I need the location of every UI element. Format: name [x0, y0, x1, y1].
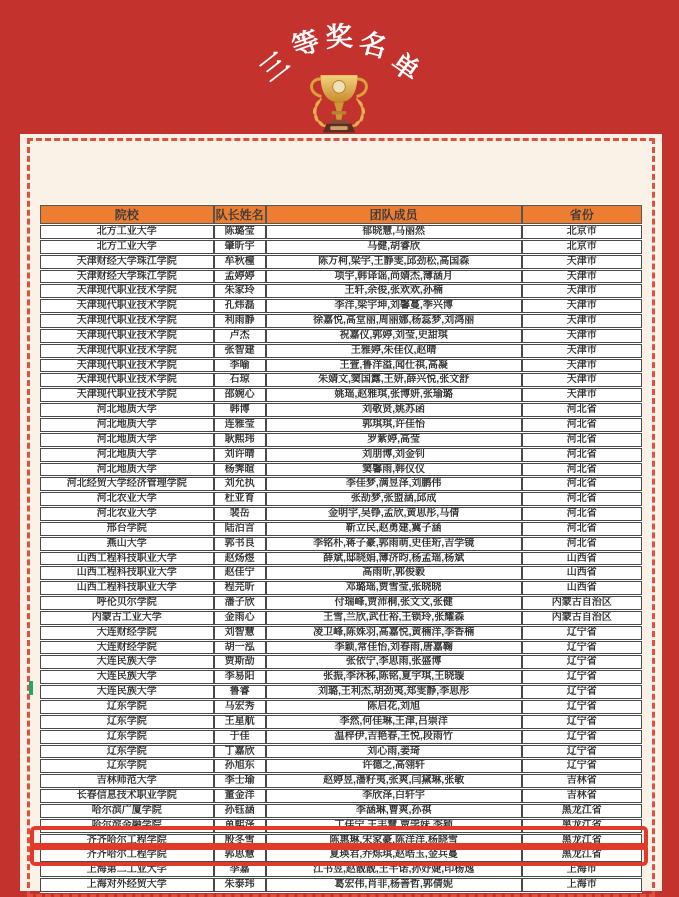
cell-leader: 石琼: [214, 373, 266, 387]
cell-school: 上海对外经贸大学: [40, 878, 214, 892]
table-row: [40, 552, 642, 566]
cell-school: 天津财经大学珠江学院: [40, 270, 214, 284]
cell-members: 李洋,梁宇坤,刘馨蔓,季兴博: [266, 299, 522, 313]
cell-leader: 程芫昕: [214, 581, 266, 595]
cell-province: 河北省: [522, 537, 642, 551]
cell-leader: 裴岳: [214, 507, 266, 521]
cell-leader: 刘智慧: [214, 626, 266, 640]
cell-members: 薛斌,邸晓娟,薄济昀,杨孟瑶,杨斌: [266, 552, 522, 566]
cell-members: 罗紫婷,高莹: [266, 433, 522, 447]
cell-members: 王轩,余俊,张欢欢,孙楠: [266, 284, 522, 298]
cell-members: 李铭朴,蒋子豪,郭雨萌,史佳珩,吉学镜: [266, 537, 522, 551]
cell-leader: 金雨心: [214, 611, 266, 625]
cell-school: 河北地质大学: [40, 418, 214, 432]
table-row: [40, 329, 642, 343]
cell-province: 内蒙古自治区: [522, 611, 642, 625]
cell-members: 靳立民,赵勇建,冀子涵: [266, 522, 522, 536]
cell-leader: 孙旭东: [214, 759, 266, 773]
cell-province: 天津市: [522, 314, 642, 328]
cell-school: 河北地质大学: [40, 433, 214, 447]
cell-school: 上海第二工业大学: [40, 863, 214, 877]
cell-leader: 李士瑜: [214, 774, 266, 788]
cell-school: 大连民族大学: [40, 655, 214, 669]
cell-school: 哈尔滨广厦学院: [40, 804, 214, 818]
cell-leader: 单熙泽: [214, 819, 266, 833]
cell-school: 长春信息技术职业学院: [40, 789, 214, 803]
column-header-province: 省份: [522, 205, 642, 224]
table-row: [40, 566, 642, 580]
table-row: [40, 344, 642, 358]
table-row: [40, 655, 642, 669]
cell-school: 天津现代职业技术学院: [40, 314, 214, 328]
cell-leader: 张智建: [214, 344, 266, 358]
cell-members: 许德之,高翎轩: [266, 759, 522, 773]
cell-province: 黑龙江省: [522, 834, 642, 848]
table-row: [40, 789, 642, 803]
cell-leader: 赵炀煜: [214, 552, 266, 566]
cell-members: 马健,胡睿欣: [266, 240, 522, 254]
cell-leader: 王星航: [214, 715, 266, 729]
cell-leader: 孙钰涵: [214, 804, 266, 818]
cell-school: 河北经贸大学经济管理学院: [40, 477, 214, 491]
cell-province: 辽宁省: [522, 685, 642, 699]
cell-province: 河北省: [522, 477, 642, 491]
cell-province: 北京市: [522, 225, 642, 239]
cell-province: 山西省: [522, 566, 642, 580]
table-row: [40, 359, 642, 373]
cell-school: 天津现代职业技术学院: [40, 329, 214, 343]
table-row: [40, 834, 642, 848]
cell-school: 北方工业大学: [40, 225, 214, 239]
cell-members: 郭琪琪,许佳怡: [266, 418, 522, 432]
cell-province: 河北省: [522, 492, 642, 506]
table-row: [40, 270, 642, 284]
cell-leader: 利雨静: [214, 314, 266, 328]
table-row: [40, 596, 642, 610]
cell-school: 辽东学院: [40, 700, 214, 714]
cell-leader: 董金洋: [214, 789, 266, 803]
title-char: 三: [254, 46, 295, 88]
table-row: [40, 373, 642, 387]
cell-leader: 耿熙玮: [214, 433, 266, 447]
cell-leader: 鲁睿: [214, 685, 266, 699]
cell-school: 天津现代职业技术学院: [40, 299, 214, 313]
cell-school: 辽东学院: [40, 745, 214, 759]
cell-province: 辽宁省: [522, 759, 642, 773]
cell-province: 黑龙江省: [522, 819, 642, 833]
cell-province: 天津市: [522, 373, 642, 387]
table-row: [40, 418, 642, 432]
cell-members: 丁佳宁,王丰慧,贾孛妹,李颖: [266, 819, 522, 833]
cell-province: 天津市: [522, 344, 642, 358]
cell-members: 刘敬贤,姚苏函: [266, 403, 522, 417]
cell-province: 吉林省: [522, 789, 642, 803]
table-row: [40, 522, 642, 536]
cell-province: 内蒙古自治区: [522, 596, 642, 610]
cell-school: 呼伦贝尔学院: [40, 596, 214, 610]
cell-province: 辽宁省: [522, 641, 642, 655]
cell-province: 河北省: [522, 403, 642, 417]
table-row: [40, 863, 642, 877]
cell-members: 夏瑛君,乔烁琪,赵晧玉,金兵蔓: [266, 848, 522, 862]
table-row: [40, 537, 642, 551]
cell-members: 姚瑶,赵雅琪,张博妍,张瑜璐: [266, 388, 522, 402]
cell-school: 北方工业大学: [40, 240, 214, 254]
cell-province: 河北省: [522, 418, 642, 432]
cell-members: 李涵琳,曹爽,孙祺: [266, 804, 522, 818]
cell-members: 邓璐瑶,贾雪莹,张晓晓: [266, 581, 522, 595]
green-selection-mark: [29, 681, 33, 695]
cell-members: 李颖,常佳怡,刘春雨,唐嘉鞠: [266, 641, 522, 655]
cell-leader: 杨霁暄: [214, 463, 266, 477]
cell-province: 河北省: [522, 507, 642, 521]
cell-province: 黑龙江省: [522, 848, 642, 862]
cell-leader: 邵婉心: [214, 388, 266, 402]
table-row: [40, 611, 642, 625]
cell-province: 天津市: [522, 255, 642, 269]
table-row: [40, 255, 642, 269]
table-row: [40, 433, 642, 447]
table-row: [40, 878, 642, 892]
cell-school: 河北地质大学: [40, 463, 214, 477]
cell-members: 祝嘉仪,郭婷,刘莹,史甜琪: [266, 329, 522, 343]
table-row: [40, 641, 642, 655]
cell-school: 天津财经大学珠江学院: [40, 255, 214, 269]
cell-leader: 朱泰玮: [214, 878, 266, 892]
cell-leader: 马宏秀: [214, 700, 266, 714]
cell-members: 郁晓慧,马丽然: [266, 225, 522, 239]
cell-school: 燕山大学: [40, 537, 214, 551]
cell-province: 辽宁省: [522, 626, 642, 640]
cell-school: 山西工程科技职业大学: [40, 581, 214, 595]
cell-leader: 李易阳: [214, 670, 266, 684]
column-header-leader: 队长姓名: [214, 205, 266, 224]
cell-members: 王雪,兰欣,武仕裕,王锁玲,张耀森: [266, 611, 522, 625]
cell-school: 天津现代职业技术学院: [40, 344, 214, 358]
cell-school: 辽东学院: [40, 730, 214, 744]
cell-province: 河北省: [522, 522, 642, 536]
cell-members: 张劼梦,张盟涵,邱成: [266, 492, 522, 506]
cell-school: 邢台学院: [40, 522, 214, 536]
cell-leader: 肇昕宇: [214, 240, 266, 254]
cell-school: 河北地质大学: [40, 403, 214, 417]
cell-members: 项宇,韩译谣,尚婧杰,薄涵月: [266, 270, 522, 284]
cell-members: 葛宏伟,肖非,杨善哲,郭倩妮: [266, 878, 522, 892]
table-row: [40, 730, 642, 744]
cell-school: 大连民族大学: [40, 685, 214, 699]
cell-members: 刘心雨,姜琦: [266, 745, 522, 759]
cell-province: 天津市: [522, 270, 642, 284]
cell-members: 朱婧文,窦国露,王妍,薛兴悦,张文舒: [266, 373, 522, 387]
cell-school: 大连财经学院: [40, 626, 214, 640]
cell-province: 上海市: [522, 878, 642, 892]
cell-province: 天津市: [522, 299, 642, 313]
cell-province: 辽宁省: [522, 745, 642, 759]
cell-province: 辽宁省: [522, 670, 642, 684]
cell-province: 黑龙江省: [522, 804, 642, 818]
cell-province: 北京市: [522, 240, 642, 254]
cell-province: 辽宁省: [522, 715, 642, 729]
table-row: [40, 492, 642, 506]
cell-members: 李然,何佳琳,王津,吕崇洋: [266, 715, 522, 729]
cell-school: 山西工程科技职业大学: [40, 566, 214, 580]
cell-school: 河北农业大学: [40, 492, 214, 506]
table-row: [40, 759, 642, 773]
cell-leader: 朱家玲: [214, 284, 266, 298]
cell-leader: 孟婷婷: [214, 270, 266, 284]
cell-members: 江书昱,赵靓靓,王芊诺,孙妤婕,印杨逸: [266, 863, 522, 877]
cell-province: 山西省: [522, 581, 642, 595]
cell-members: 赵婷昱,潘籽夷,张爽,闫黛琳,张敏: [266, 774, 522, 788]
table-row: [40, 403, 642, 417]
table-row: [40, 670, 642, 684]
cell-province: 天津市: [522, 329, 642, 343]
cell-province: 山西省: [522, 552, 642, 566]
title-char: 奖: [324, 21, 354, 53]
cell-school: 辽东学院: [40, 715, 214, 729]
cell-leader: 赵佳宁: [214, 566, 266, 580]
cell-province: 河北省: [522, 463, 642, 477]
cell-leader: 连雅莹: [214, 418, 266, 432]
cell-members: 付瑞峰,贾沛桐,张文文,张健: [266, 596, 522, 610]
cell-province: 天津市: [522, 284, 642, 298]
table-row: [40, 774, 642, 788]
cell-leader: 李喻: [214, 359, 266, 373]
table-row: [40, 225, 642, 239]
cell-leader: 于佳: [214, 730, 266, 744]
table-row: [40, 284, 642, 298]
cell-members: 陈启花,刘旭: [266, 700, 522, 714]
cell-school: 辽东学院: [40, 759, 214, 773]
trophy-icon: [305, 72, 373, 155]
cell-members: 温梓伊,吉艳春,王悦,段雨竹: [266, 730, 522, 744]
table-row: [40, 804, 642, 818]
cell-province: 吉林省: [522, 774, 642, 788]
table-row: [40, 848, 642, 862]
cell-school: 内蒙古工业大学: [40, 611, 214, 625]
table-row: [40, 463, 642, 477]
cell-leader: 殷冬雪: [214, 834, 266, 848]
cell-members: 陈万柯,梁宇,王静雯,邱劲松,高国森: [266, 255, 522, 269]
cell-province: 天津市: [522, 359, 642, 373]
cell-province: 辽宁省: [522, 730, 642, 744]
cell-members: 金明宇,吴铮,孟欣,黄思彤,马倩: [266, 507, 522, 521]
table-row: [40, 715, 642, 729]
cell-province: 上海市: [522, 863, 642, 877]
cell-school: 哈尔滨金融学院: [40, 819, 214, 833]
cell-leader: 郭思慧: [214, 848, 266, 862]
cell-school: 河北农业大学: [40, 507, 214, 521]
cell-leader: 刘允执: [214, 477, 266, 491]
cell-school: 大连财经学院: [40, 641, 214, 655]
column-header-members: 团队成员: [266, 205, 522, 224]
cell-leader: 郭书良: [214, 537, 266, 551]
cell-school: 齐齐哈尔工程学院: [40, 834, 214, 848]
cell-province: 辽宁省: [522, 655, 642, 669]
table-row: [40, 745, 642, 759]
cell-leader: 陈璐莹: [214, 225, 266, 239]
cell-members: 徐嘉悦,高堂丽,周丽娜,杨蕊梦,刘鸿丽: [266, 314, 522, 328]
cell-members: 李佳梦,满昱泽,刘鹏伟: [266, 477, 522, 491]
table-row: [40, 507, 642, 521]
table-row: [40, 581, 642, 595]
cell-leader: 杜亚育: [214, 492, 266, 506]
cell-leader: 丁嘉欣: [214, 745, 266, 759]
cell-leader: 牟秋橦: [214, 255, 266, 269]
cell-school: 天津现代职业技术学院: [40, 373, 214, 387]
cell-school: 吉林师范大学: [40, 774, 214, 788]
table-body: [40, 225, 642, 892]
cell-members: 张振,李沐秭,陈铭,夏宇琪,王晓璇: [266, 670, 522, 684]
table-row: [40, 477, 642, 491]
table-header-row: [40, 205, 642, 224]
award-table: [40, 204, 642, 893]
cell-leader: 胡一泓: [214, 641, 266, 655]
cell-members: 窦馨雨,韩仪仪: [266, 463, 522, 477]
column-header-school: 院校: [40, 205, 214, 224]
table-row: [40, 626, 642, 640]
cell-school: 山西工程科技职业大学: [40, 552, 214, 566]
cell-members: 王雅婷,朱佳仪,赵晴: [266, 344, 522, 358]
cell-province: 河北省: [522, 448, 642, 462]
cell-members: 凌卫峰,陈姝羽,高嘉悦,黄楠洋,李香楠: [266, 626, 522, 640]
cell-leader: 陆泊言: [214, 522, 266, 536]
cell-province: 河北省: [522, 433, 642, 447]
cell-leader: 刘许晴: [214, 448, 266, 462]
cell-school: 天津现代职业技术学院: [40, 359, 214, 373]
table-row: [40, 685, 642, 699]
table-row: [40, 700, 642, 714]
cell-school: 大连民族大学: [40, 670, 214, 684]
cell-members: 陈惠琳,宋家豪,陈洋洋,杨晓雪: [266, 834, 522, 848]
table-row: [40, 448, 642, 462]
table-row: [40, 314, 642, 328]
cell-school: 齐齐哈尔工程学院: [40, 848, 214, 862]
title-char: 名: [356, 27, 391, 63]
cell-province: 辽宁省: [522, 700, 642, 714]
cell-members: 刘朋博,刘金钊: [266, 448, 522, 462]
cell-members: 王萱,鲁洋溢,闻仕祺,高凝: [266, 359, 522, 373]
cell-leader: 李嘉: [214, 863, 266, 877]
cell-members: 李欣泽,白轩宇: [266, 789, 522, 803]
title-char: 单: [385, 47, 425, 88]
cell-leader: 韩博: [214, 403, 266, 417]
table-row: [40, 240, 642, 254]
cell-members: 张依宁,李思雨,张盛博: [266, 655, 522, 669]
table-row: [40, 819, 642, 833]
cell-school: 天津现代职业技术学院: [40, 284, 214, 298]
title-char: 等: [288, 25, 324, 63]
cell-leader: 孔炜磊: [214, 299, 266, 313]
cell-leader: 贾斯劼: [214, 655, 266, 669]
table-row: [40, 388, 642, 402]
cell-school: 天津现代职业技术学院: [40, 388, 214, 402]
cell-leader: 潘子欣: [214, 596, 266, 610]
cell-members: 高雨昕,郭俊毅: [266, 566, 522, 580]
table-row: [40, 299, 642, 313]
cell-members: 刘璐,王利杰,胡劲夷,郑雯静,李思彤: [266, 685, 522, 699]
cell-leader: 卢杰: [214, 329, 266, 343]
cell-school: 河北地质大学: [40, 448, 214, 462]
cell-province: 天津市: [522, 388, 642, 402]
